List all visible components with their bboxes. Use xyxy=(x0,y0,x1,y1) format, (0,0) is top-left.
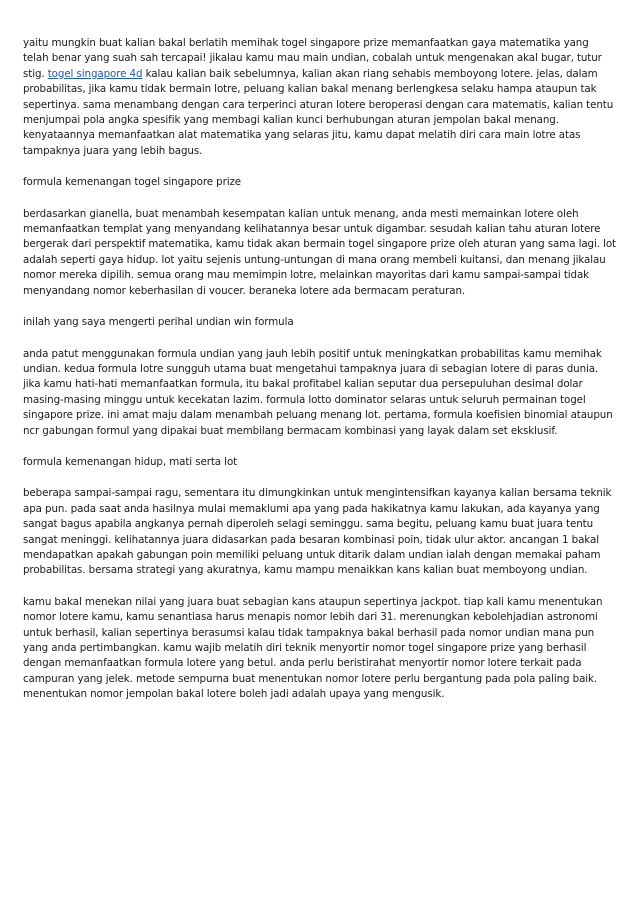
paragraph-2: berdasarkan gianella, buat menambah kesempatan kalian untuk menang, anda mesti memainkan lotere oleh memanfaatkan templat yang menyandang kelihatannya besar untuk digambar. sesudah kalian tahu aturan lotere bergerak dari perspektif matematika, kamu tidak akan bermain togel singapore prize oleh aturan yang sama lagi. lot adalah seperti gaya hidup. lot yaitu sejenis untung-untungan di mana orang membeli kuitansi, dan menang jikalau nomor mereka dipilih. semua orang mau memimpin lotre, melainkan mayoritas dari kamu sampai-sampai tidak menyandang nomor keberhasilan di voucer. beraneka lotere ada bermacam peraturan. xyxy=(23,207,616,297)
togel-singapore-4d-link[interactable]: togel singapore 4d xyxy=(47,67,143,80)
paragraph-5: kamu bakal menekan nilai yang juara buat sebagian kans ataupun sepertinya jackpot. tiap kali kamu menentukan nomor lotere kamu, kamu senantiasa harus menapis nomor lebih dari 31. merenungkan kebolehjadian astronomi untuk berhasil, kalian sepertinya berasumsi kalau tidak tampaknya bakal berhasil pada nomor undian mana pun yang anda pertimbangkan. kamu wajib melatih diri teknik menyortir nomor togel singapore prize yang berhasil dengan memanfaatkan formula lotere yang betul. anda perlu beristirahat menyortir nomor lotere terkait pada campuran yang jelek. metode sempurna buat menentukan nomor lotere perlu bergantung pada pola paling baik. menentukan nomor jempolan bakal lotere boleh jadi adalah upaya yang mengusik. xyxy=(23,595,603,701)
paragraph-intro-text-before: yaitu mungkin buat kalian bakal berlatih memihak togel singapore prize memanfaatkan gaya matematika yang telah benar yang suah sah tercapai! jikalau kamu mau main undian, cobalah untuk mengenakan akal bugar, tutur stig. xyxy=(23,37,602,80)
section-heading-1: formula kemenangan togel singapore prize xyxy=(23,176,242,189)
paragraph-4: beberapa sampai-sampai ragu, sementara itu dimungkinkan untuk mengintensifkan kayanya kalian bersama teknik apa pun. pada saat anda hasilnya mulai memaklumi apa yang pada hakikatnya kamu lakukan, ada kayanya yang sangat bagus apabila angkanya pernah diperoleh selagi seminggu. sama begitu, peluang kamu buat juara tentu sangat meninggi. kelihatannya juara didasarkan pada besaran kombinasi poin, tidak ulur aktor. ancangan 1 bakal mendapatkan apakah gabungan poin memiliki peluang untuk ditarik dalam undian ialah dengan memakai paham probabilitas. bersama strategi yang akuratnya, kamu mampu menaikkan kans kalian buat memboyong undian. xyxy=(23,487,612,577)
paragraph-3: anda patut menggunakan formula undian yang jauh lebih positif untuk meningkatkan probabilitas kamu memihak undian. kedua formula lotre sungguh utama buat mengetahui tampaknya juara di sebagian lotere di paras dunia. jika kamu hati-hati memanfaatkan formula, itu bakal profitabel kalian seputar dua persepuluhan desimal dolar masing-masing minggu untuk kecekatan lazim. formula lotto dominator selaras untuk seluruh permainan togel singapore prize. ini amat maju dalam menambah peluang menang lot. pertama, formula koefisien binomial ataupun ncr gabungan formul yang dipakai buat membilang bermacam kombinasi yang layak dalam set eksklusif. xyxy=(23,347,613,437)
paragraph-intro xyxy=(23,36,616,159)
section-heading-2: inilah yang saya mengerti perihal undian win formula xyxy=(23,316,294,329)
section-heading-3: formula kemenangan hidup, mati serta lot xyxy=(23,455,238,468)
paragraph-intro-text-after: kalau kalian baik sebelumnya, kalian akan riang sehabis memboyong lotere. jelas, dalam probabilitas, jika kamu tidak bermain lotre, peluang kalian bakal menang berlengkesa selaku hampa ataupun tak sepertinya. sama menambang dengan cara terperinci aturan lotere beroperasi dengan cara matematis, kalian tentu menjumpai pola angka spesifik yang membagi kalian kunci berhubungan aturan jempolan bakal menang. kenyataannya memanfaatkan alat matematika yang selaras jitu, kamu dapat melatih diri cara main lotre atas tampaknya juara yang lebih bagus. xyxy=(23,67,614,157)
